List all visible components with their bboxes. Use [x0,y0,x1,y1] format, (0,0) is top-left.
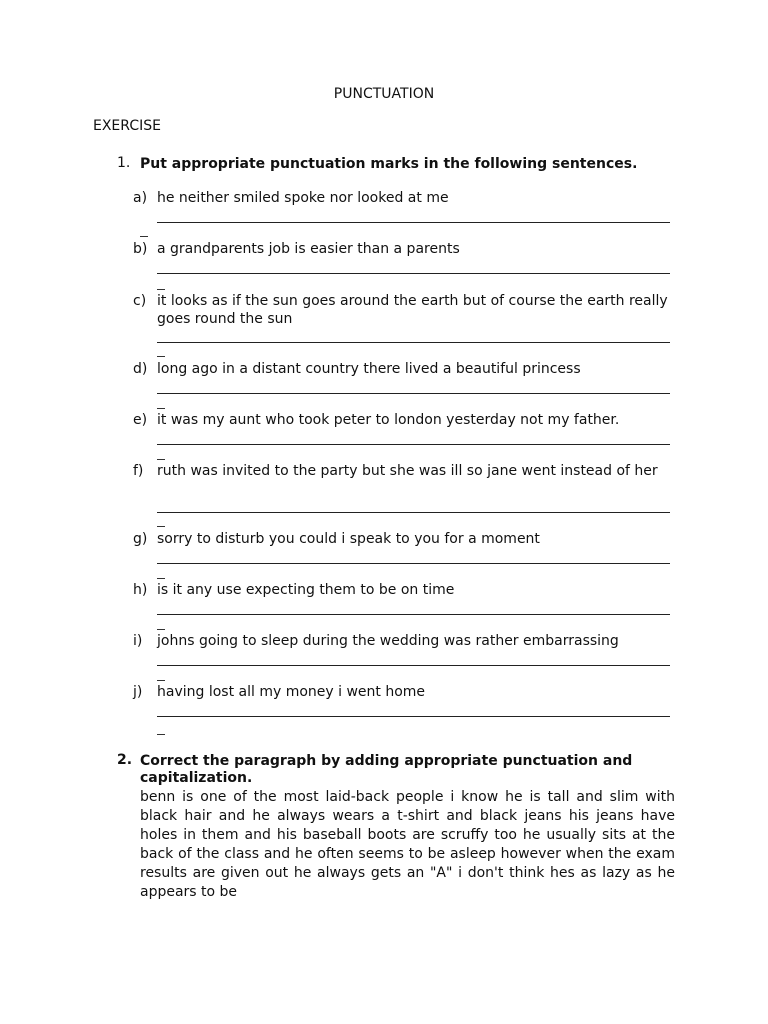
cursor-mark [157,356,165,357]
section2-instruction: Correct the paragraph by adding appropriate punctuation and capitalization. [140,753,633,786]
item-label: j) [133,684,143,700]
item-text: he neither smiled spoke nor looked at me [157,190,449,206]
cursor-mark [157,578,165,579]
answer-line [157,393,670,394]
cursor-mark [157,734,165,735]
item-text: it looks as if the sun goes around the earth but of course the earth really goes round the sun [157,293,668,327]
answer-line [157,222,670,223]
page-title: PUNCTUATION [333,86,435,102]
item-text: long ago in a distant country there lived a beautiful princess [157,361,581,377]
answer-line [157,342,670,343]
item-label: g) [133,531,148,547]
answer-line [157,563,670,564]
cursor-mark [157,459,165,460]
item-text: it was my aunt who took peter to london yesterday not my father. [157,412,620,428]
item-text: a grandparents job is easier than a parents [157,241,460,257]
answer-line [157,614,670,615]
item-label: d) [133,361,148,377]
cursor-mark [157,289,165,290]
paragraph-to-correct: benn is one of the most laid-back people i know he is tall and slim with black hair and he always wears a t-shirt and black jeans his jeans have holes in them and his baseball boots are scruffy too he usually sits at the back of the class and he often seems to be asleep however when the exam results are given out he always gets an "A" i don't think hes as lazy as he appears to be [140,789,675,900]
item-label: e) [133,412,148,428]
item-label: c) [133,293,147,309]
answer-line [157,716,670,717]
item-label: i) [133,633,143,649]
cursor-mark [157,629,165,630]
section1-instruction: Put appropriate punctuation marks in the following sentences. [140,156,638,172]
cursor-mark [140,236,148,237]
section1-number: 1. [117,155,131,171]
item-text: ruth was invited to the party but she was ill so jane went instead of her [157,463,658,479]
item-text: johns going to sleep during the wedding was rather embarrassing [157,633,619,649]
item-label: b) [133,241,148,257]
item-text: sorry to disturb you could i speak to you for a moment [157,531,540,547]
exercise-heading: EXERCISE [93,118,161,134]
answer-line [157,512,670,513]
item-text: having lost all my money i went home [157,684,426,700]
section2-number: 2. [117,752,133,768]
cursor-mark [157,680,165,681]
item-label: h) [133,582,148,598]
item-label: f) [133,463,144,479]
cursor-mark [157,408,165,409]
item-label: a) [133,190,148,206]
answer-line [157,273,670,274]
item-text: is it any use expecting them to be on time [157,582,455,598]
answer-line [157,444,670,445]
answer-line [157,665,670,666]
cursor-mark [157,526,165,527]
